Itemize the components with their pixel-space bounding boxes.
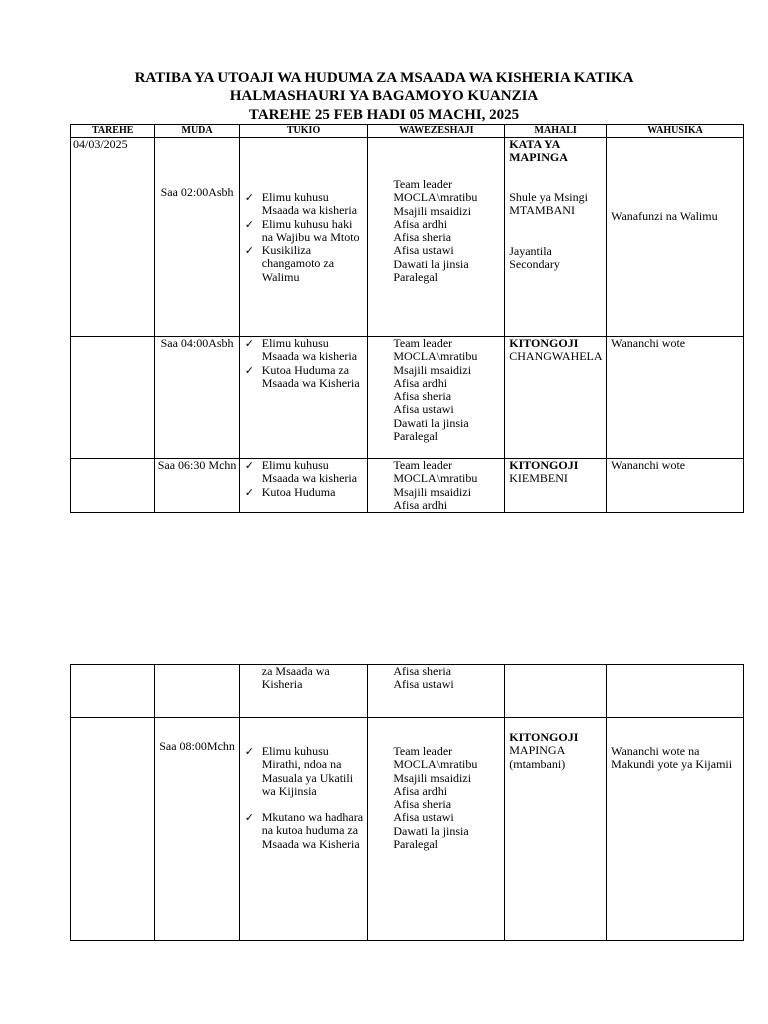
row-time: Saa 08:00Mchn (155, 718, 239, 941)
facilitator: MOCLA\mratibu (393, 190, 478, 205)
row-location (505, 337, 607, 459)
row-location (505, 665, 607, 718)
row-date (71, 718, 155, 941)
row-location (505, 718, 607, 941)
location-line: MTAMBANI (509, 203, 575, 218)
schedule-table-continued (70, 664, 744, 941)
event-item: ✓ Elimu kuhusu Msaada wa kisheria (262, 191, 366, 218)
row-date (71, 337, 155, 459)
row-facilitators-continued (368, 665, 505, 718)
facilitator: Afisa sheria (393, 664, 452, 678)
row-events (239, 138, 368, 337)
facilitator: MOCLA\mratibu (393, 349, 478, 364)
event-item: ✓ Kutoa Huduma (262, 486, 366, 499)
location-line: Secondary (509, 256, 560, 271)
row-time: Saa 06:30 Mchn (155, 459, 239, 513)
location-line: KIEMBENI (509, 471, 568, 486)
row-participants (607, 665, 744, 718)
location-heading: KATA YA MAPINGA (509, 137, 568, 164)
row-events (239, 459, 368, 513)
location-line: Jayantila (509, 243, 552, 258)
facilitator: Paralegal (393, 837, 439, 852)
facilitator: Dawati la jinsia (393, 823, 469, 838)
location-heading: KITONGOJI (509, 458, 579, 472)
table-row (71, 665, 744, 718)
event-text: za Msaada wa (261, 664, 330, 678)
row-location (505, 138, 607, 337)
row-location (505, 459, 607, 513)
row-date: 04/03/2025 (71, 138, 155, 337)
row-participants: Wanafunzi na Walimu (607, 138, 744, 337)
facilitator: Afisa ardhi (393, 783, 448, 798)
facilitator: Afisa ustawi (393, 402, 454, 417)
row-time (155, 665, 239, 718)
facilitator: Afisa sheria (393, 797, 452, 812)
event-item: ✓ Elimu kuhusu haki na Wajibu wa Mtoto (262, 218, 366, 245)
event-item: ✓ Mkutano wa hadhara na kutoa huduma za Msaada wa Kisheria (262, 811, 366, 851)
facilitator: Team leader (393, 336, 453, 350)
facilitator: Paralegal (393, 429, 439, 444)
facilitator: Team leader (393, 744, 453, 758)
row-facilitators (368, 337, 505, 459)
facilitator: Afisa sheria (393, 389, 452, 404)
facilitator: Afisa ardhi (393, 375, 448, 390)
event-item: ✓ Elimu kuhusu Mirathi, ndoa na Masuala ya Ukatili wa Kijinsia (262, 745, 366, 798)
facilitator: Dawati la jinsia (393, 415, 469, 430)
table-row (71, 138, 744, 337)
facilitator: Afisa ustawi (393, 810, 454, 825)
facilitator: Msajili msaidizi (393, 770, 472, 785)
facilitator: MOCLA\mratibu (393, 757, 478, 772)
document-title-line-3: TAREHE 25 FEB HADI 05 MACHI, 2025 (248, 107, 520, 123)
row-time: Saa 04:00Asbh (155, 337, 239, 459)
location-heading: KITONGOJI (509, 336, 579, 350)
event-item: ✓ Kusikiliza changamoto za Walimu (262, 244, 366, 284)
row-events (239, 718, 368, 941)
table-header-row (71, 125, 744, 138)
facilitator: Paralegal (393, 270, 439, 285)
facilitator: Team leader (393, 458, 453, 472)
header-participants: WAHUSIKA (607, 125, 744, 138)
location-line: Shule ya Msingi (509, 190, 588, 204)
facilitator: Msajili msaidizi (393, 484, 472, 499)
header-date: TAREHE (71, 125, 155, 138)
event-item: ✓ Elimu kuhusu Msaada wa kisheria (262, 459, 366, 486)
document-title-line-1: RATIBA YA UTOAJI WA HUDUMA ZA MSAADA WA KISHERIA KATIKA (134, 70, 634, 86)
facilitator: Afisa ardhi (393, 216, 448, 231)
row-events-continued (239, 665, 368, 718)
row-participants: Wananchi wote (607, 459, 744, 513)
row-participants: Wananchi wote (607, 337, 744, 459)
row-facilitators (368, 138, 505, 337)
location-line: MAPINGA (509, 743, 566, 758)
location-line: CHANGWAHELA (509, 349, 603, 364)
header-event: TUKIO (239, 125, 368, 138)
row-date (71, 665, 155, 718)
header-location: MAHALI (505, 125, 607, 138)
table-row (71, 718, 744, 941)
row-facilitators (368, 459, 505, 513)
facilitator: Team leader (393, 177, 453, 191)
event-item: ✓ Elimu kuhusu Msaada wa kisheria (262, 337, 366, 364)
facilitator: Afisa ardhi (393, 497, 448, 512)
facilitator: Afisa ustawi (393, 677, 454, 692)
document-title-line-2: HALMASHAURI YA BAGAMOYO KUANZIA (229, 88, 539, 104)
event-text: Kisheria (261, 677, 303, 692)
row-date (71, 459, 155, 513)
row-events (239, 337, 368, 459)
table-row (71, 337, 744, 459)
facilitator: Afisa ustawi (393, 243, 454, 258)
location-line: (mtambani) (509, 756, 566, 771)
facilitator: Msajili msaidizi (393, 362, 472, 377)
header-facilitators: WAWEZESHAJI (368, 125, 505, 138)
row-participants: Wananchi wote na Makundi yote ya Kijamii (607, 718, 744, 941)
facilitator: Afisa sheria (393, 230, 452, 245)
header-time: MUDA (155, 125, 239, 138)
table-row (71, 459, 744, 513)
facilitator: Dawati la jinsia (393, 256, 469, 271)
facilitator: MOCLA\mratibu (393, 471, 478, 486)
facilitator: Msajili msaidizi (393, 203, 472, 218)
event-item: ✓ Kutoa Huduma za Msaada wa Kisheria (262, 364, 366, 391)
row-facilitators (368, 718, 505, 941)
location-heading: KITONGOJI (509, 730, 579, 744)
row-time: Saa 02:00Asbh (155, 138, 239, 337)
schedule-table (70, 124, 744, 513)
